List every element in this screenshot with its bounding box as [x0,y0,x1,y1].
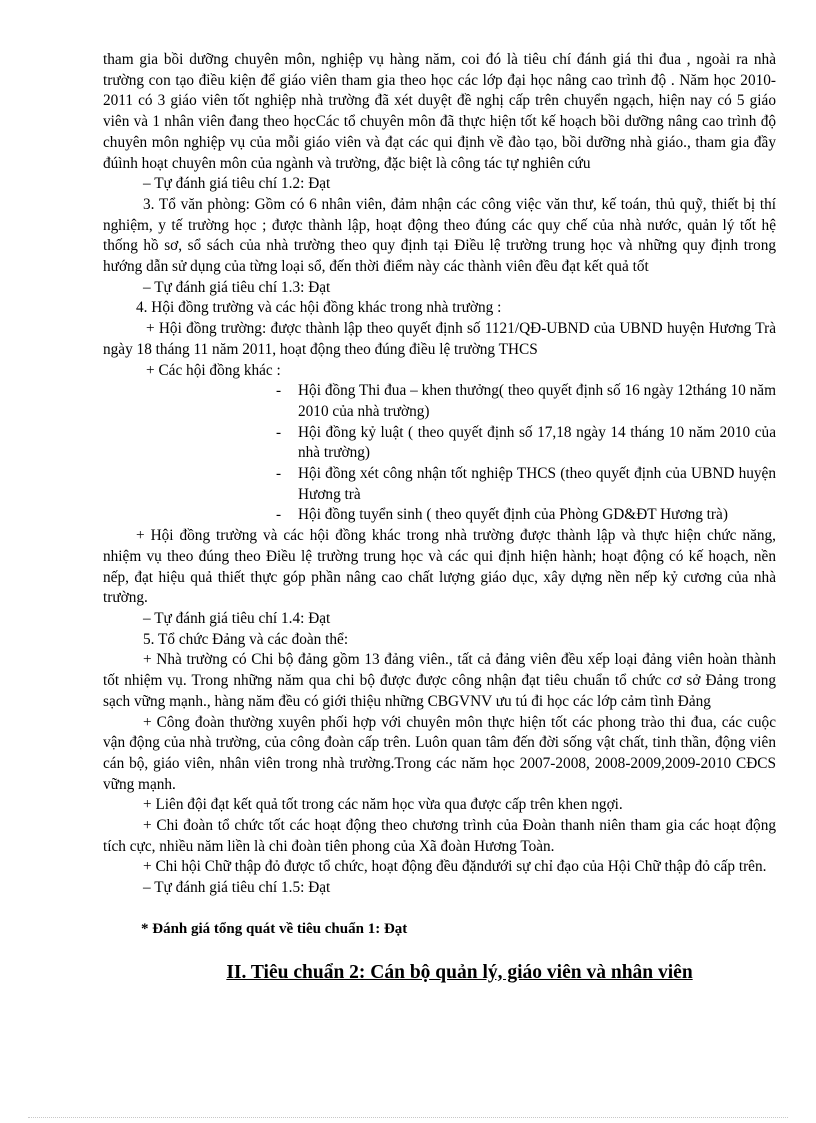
list-item: - Hội đồng Thi đua – khen thưởng( theo quyết định số 16 ngày 12tháng 10 năm 2010 của nhà trường) [276,382,776,420]
page-bottom-divider [28,1117,788,1118]
heading-councils: 4. Hội đồng trường và các hội đồng khác trong nhà trường : [136,299,502,317]
council-list [103,381,776,526]
dash-bullet: - [276,382,282,400]
paragraph-youth-union: + Chi đoàn tổ chức tốt các hoạt động theo chương trình của Đoàn thanh niên tham gia các hoạt động tích cực, nhiều năm liền là chi đoàn tiên phong của Xã đoàn Hương Toàn. [103,817,776,855]
dash-bullet: - [276,506,282,524]
list-item: - Hội đồng xét công nhận tốt nghiệp THCS (theo quyết định của UBND huyện Hương trà [276,465,776,503]
document-page [103,50,776,1005]
self-eval-1-3: – Tự đánh giá tiêu chí 1.3: Đạt [143,278,331,296]
paragraph-youth-team: + Liên đội đạt kết quả tốt trong các năm học vừa qua được cấp trên khen ngợi. [143,796,623,814]
heading-party-unions: 5. Tổ chức Đảng và các đoàn thể: [143,630,349,648]
overall-evaluation: * Đánh giá tổng quát về tiêu chuẩn 1: Đạt [141,920,408,937]
list-item: - Hội đồng tuyển sinh ( theo quyết định của Phòng GD&ĐT Hương trà) [298,505,776,526]
paragraph-office-team: 3. Tổ văn phòng: Gồm có 6 nhân viên, đảm nhận các công việc văn thư, kế toán, thủ quỹ, thiết bị thí nghiệm, y tế trường học ; được thành lập, hoạt động theo đúng các quy chế của nhà nước, quản lý tốt hệ thống hồ sơ, sổ sách của nhà trường theo quy định tại Điều lệ trường trung học và những quy định trong hướng dẫn sử dụng của từng loại sổ, đến thời điểm này các thành viên đều đạt kết quả tốt [103,195,776,276]
paragraph-red-cross: + Chi hội Chữ thập đỏ được tổ chức, hoạt động đều đặndưới sự chỉ đạo của Hội Chữ thập đỏ cấp trên. [143,858,767,876]
list-item: - Hội đồng kỷ luật ( theo quyết định số 17,18 ngày 14 tháng 10 năm 2010 của nhà trường) [276,423,776,462]
paragraph-councils-summary: + Hội đồng trường và các hội đồng khác trong nhà trường được thành lập và thực hiện chức năng, nhiệm vụ theo đúng theo Điều lệ trường trung học và các qui định hiện hành; hoạt động có kế hoạch, nền nếp, đạt hiệu quả thiết thực góp phần nâng cao chất lượng giáo dục, xây dựng nền nếp kỷ cương của nhà trường. [103,527,776,607]
dash-bullet: - [276,465,282,483]
self-eval-1-5: – Tự đánh giá tiêu chí 1.5: Đạt [143,879,331,897]
dash-bullet: - [276,423,282,441]
heading-other-councils: + Các hội đồng khác : [146,361,281,379]
section-title: II. Tiêu chuẩn 2: Cán bộ quản lý, giáo viên và nhân viên [226,961,693,983]
paragraph-school-council: + Hội đồng trường: được thành lập theo quyết định số 1121/QĐ-UBND của UBND huyện Hương Trà ngày 18 tháng 11 năm 2011, hoạt động theo đúng điều lệ trường THCS [103,320,776,358]
paragraph-trade-union: + Công đoàn thường xuyên phối hợp với chuyên môn thực hiện tốt các phong trào thi đua, các cuộc vận động của nhà trường, của công đoàn cấp trên. Luôn quan tâm đến đời sống vật chất, tinh thần, động viên cán bộ, giáo viên, nhân viên trong nhà trường.Trong các năm học 2007-2008, 2008-2009,2009-2010 CĐCS vững mạnh. [103,713,776,793]
self-eval-1-4: – Tự đánh giá tiêu chí 1.4: Đạt [143,609,331,627]
self-eval-1-2: – Tự đánh giá tiêu chí 1.2: Đạt [143,175,331,193]
paragraph-training: tham gia bồi dưỡng chuyên môn, nghiệp vụ hàng năm, coi đó là tiêu chí đánh giá thi đua , ngoài ra nhà trường con tạo điều kiện để giáo viên tham gia theo học các lớp đại học nâng cao trình độ . Năm học 2010-2011 có 3 giáo viên tốt nghiệp nhà trường đã xét duyệt đề nghị cấp trên chuyển ngạch, hiện nay có 5 giáo viên và 1 nhân viên đang theo họcCác tổ chuyên môn đã thực hiện tốt kế hoạch bồi dưỡng nâng cao trình độ chuyên môn nghiệp vụ của mỗi giáo viên và đạt các qui định về đào tạo, bồi dưỡng nhà giáo., tham gia đầy đúình hoạt chuyên môn của ngành và trường, đặc biệt là công tác tự nghiên cứu [103,51,776,172]
paragraph-party-cell: + Nhà trường có Chi bộ đảng gồm 13 đảng viên., tất cả đảng viên đều xếp loại đảng viên hoàn thành tốt nhiệm vụ. Trong những năm qua chi bộ được được công nhận đạt tiêu chuẩn tổ chức cơ sở Đảng trong sạch vững mạnh., hàng năm đều có giới thiệu những CBGVNV ưu tú đi học các lớp cảm tình Đảng [103,651,776,710]
